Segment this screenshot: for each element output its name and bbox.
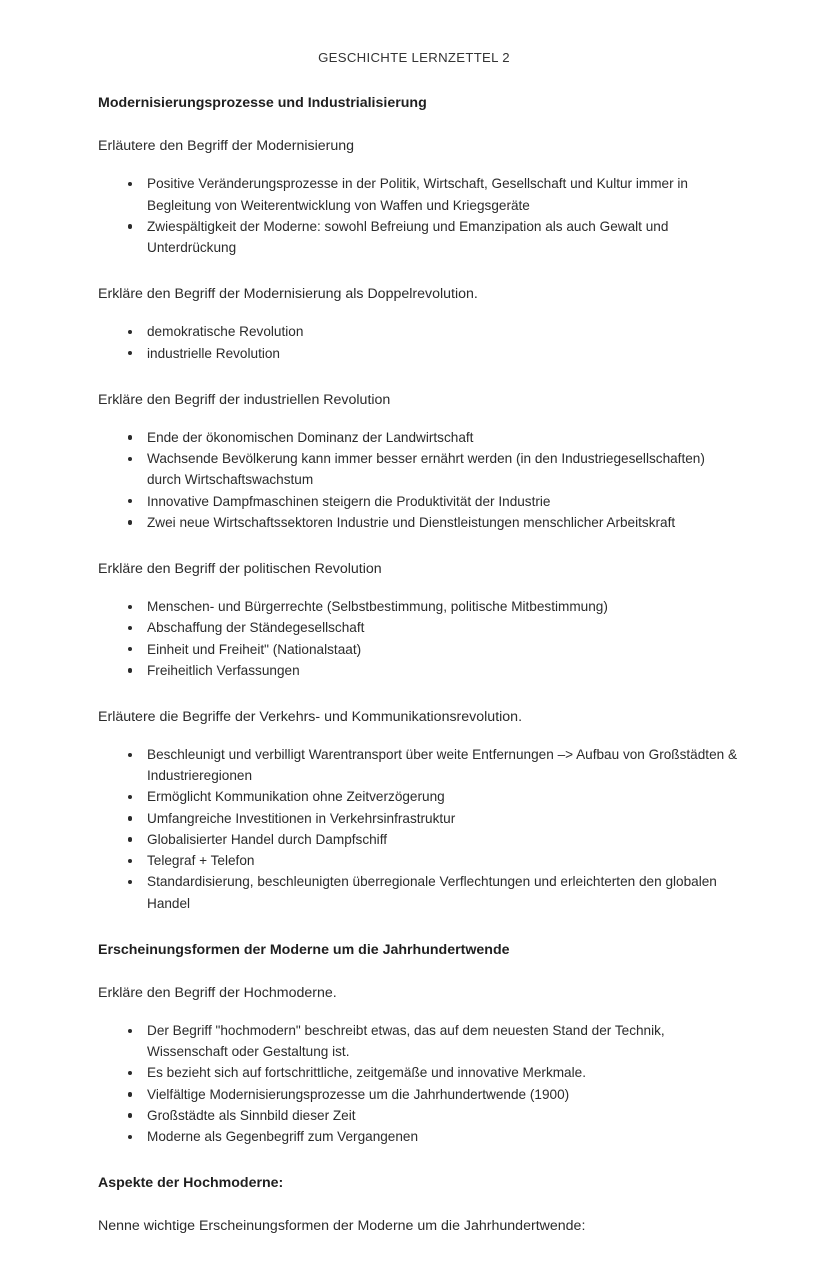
bullet-dot-icon [128,837,132,841]
list-item-text: industrielle Revolution [147,345,280,361]
list-item [98,829,738,850]
list-item [98,491,738,512]
list-item-text: Innovative Dampfmaschinen steigern die Produktivität der Industrie [147,493,551,509]
question-prompt: Erläutere den Begriff der Modernisierung [98,138,355,155]
bullet-dot-icon [128,224,132,228]
question-prompt: Erkläre den Begriff der industriellen Revolution [98,391,391,408]
spacer [98,312,738,321]
question-prompt: Nenne wichtige Erscheinungsformen der Moderne um die Jahrhundertwende: [98,1218,586,1235]
question-prompt: Erläutere die Begriffe der Verkehrs- und Kommunikationsrevolution. [98,708,523,725]
spacer [98,970,738,984]
bullet-dot-icon [128,753,132,757]
list-item [98,173,738,215]
bullet-list [98,427,738,533]
spacer [98,123,738,137]
list-item [98,639,738,660]
bullet-dot-icon [128,1029,132,1033]
bullet-dot-icon [128,499,132,503]
list-item-text: Ende der ökonomischen Dominanz der Landwirtschaft [147,429,474,445]
bullet-dot-icon [128,626,132,630]
list-item [98,1062,738,1083]
list-item-text: Menschen- und Bürgerrechte (Selbstbestimmung, politische Mitbestimmung) [147,599,608,615]
bullet-dot-icon [128,457,132,461]
list-item-text: demokratische Revolution [147,324,304,340]
spacer [98,695,738,708]
list-item-text: Positive Veränderungsprozesse in der Politik, Wirtschaft, Gesellschaft und Kultur immer in Begleitung von Weiterentwicklung von Waffen und Kriegsgeräte [147,176,688,213]
list-item [98,660,738,681]
list-item-text: Umfangreiche Investitionen in Verkehrsinfrastruktur [147,810,456,826]
list-item-text: Telegraf + Telefon [147,853,255,869]
list-item [98,1020,738,1062]
list-item [98,871,738,913]
list-item-text: Globalisierter Handel durch Dampfschiff [147,831,388,847]
bullet-list [98,321,738,363]
bullet-dot-icon [128,605,132,609]
list-item [98,512,738,533]
spacer [98,1203,738,1217]
list-item [98,786,738,807]
spacer [98,418,738,427]
question-prompt: Erkläre den Begriff der Modernisierung als Doppelrevolution. [98,286,478,303]
list-item [98,343,738,364]
bullet-dot-icon [128,330,132,334]
list-item-text: Ermöglicht Kommunikation ohne Zeitverzögerung [147,789,445,805]
list-item-text: Standardisierung, beschleunigten überregionale Verflechtungen und erleichterten den globalen Handel [147,874,717,911]
list-item [98,744,738,786]
list-item-text: Freiheitlich Verfassungen [147,662,300,678]
bullet-dot-icon [128,795,132,799]
running-head: GESCHICHTE LERNZETTEL 2 [318,50,510,65]
list-item-text: Zwiespältigkeit der Moderne: sowohl Befreiung und Emanzipation als auch Gewalt und Unterdrückung [147,218,669,255]
list-item [98,427,738,448]
bullet-dot-icon [128,435,132,439]
list-item-text: Beschleunigt und verbilligt Warentransport über weite Entfernungen –> Aufbau von Großstädten & Industrieregionen [147,747,738,784]
list-item [98,448,738,490]
list-item-text: Abschaffung der Ständegesellschaft [147,620,365,636]
list-item-text: Es bezieht sich auf fortschrittliche, zeitgemäße und innovative Merkmale. [147,1065,586,1081]
list-item-text: Moderne als Gegenbegriff zum Vergangenen [147,1129,419,1145]
bullet-dot-icon [128,520,132,524]
bullet-dot-icon [128,1135,132,1139]
bullet-dot-icon [128,351,132,355]
bullet-dot-icon [128,1113,132,1117]
list-item [98,1126,738,1147]
document-body [98,94,738,1263]
spacer [98,1011,738,1020]
bullet-dot-icon [128,647,132,651]
spacer [98,547,738,560]
list-item [98,1105,738,1126]
question-prompt: Erkläre den Begriff der Hochmoderne. [98,984,337,1001]
bullet-list [98,173,738,258]
bullet-list [98,1020,738,1147]
list-item [98,808,738,829]
spacer [98,1161,738,1174]
bullet-dot-icon [128,859,132,863]
list-item [98,596,738,617]
section-heading: Aspekte der Hochmoderne: [98,1175,284,1192]
bullet-dot-icon [128,668,132,672]
bullet-list [98,744,738,914]
spacer [98,164,738,173]
spacer [98,378,738,391]
bullet-dot-icon [128,880,132,884]
question-prompt: Erkläre den Begriff der politischen Revolution [98,560,382,577]
bullet-dot-icon [128,182,132,186]
section-heading: Modernisierungsprozesse und Industrialisierung [98,95,427,111]
list-item-text: Der Begriff "hochmodern" beschreibt etwas, das auf dem neuesten Stand der Technik, Wissenschaft oder Gestaltung ist. [147,1023,665,1060]
list-item-text: Vielfältige Modernisierungsprozesse um die Jahrhundertwende (1900) [147,1086,570,1102]
list-item [98,321,738,342]
bullet-dot-icon [128,1071,132,1075]
bullet-list [98,596,738,681]
list-item [98,850,738,871]
list-item [98,216,738,258]
list-item [98,617,738,638]
list-item [98,1084,738,1105]
bullet-dot-icon [128,816,132,820]
spacer [98,587,738,596]
list-item-text: Zwei neue Wirtschaftssektoren Industrie und Dienstleistungen menschlicher Arbeitskraft [147,514,676,530]
section-heading: Erscheinungsformen der Moderne um die Jahrhundertwende [98,941,510,958]
spacer [98,928,738,941]
spacer [98,1245,738,1263]
bullet-dot-icon [128,1092,132,1096]
list-item-text: Wachsende Bevölkerung kann immer besser ernährt werden (in den Industriegesellschaften) durch Wirtschaftswachstum [147,451,705,488]
list-item-text: Einheit und Freiheit" (Nationalstaat) [147,641,362,657]
spacer [98,735,738,744]
spacer [98,272,738,285]
list-item-text: Großstädte als Sinnbild dieser Zeit [147,1107,356,1123]
